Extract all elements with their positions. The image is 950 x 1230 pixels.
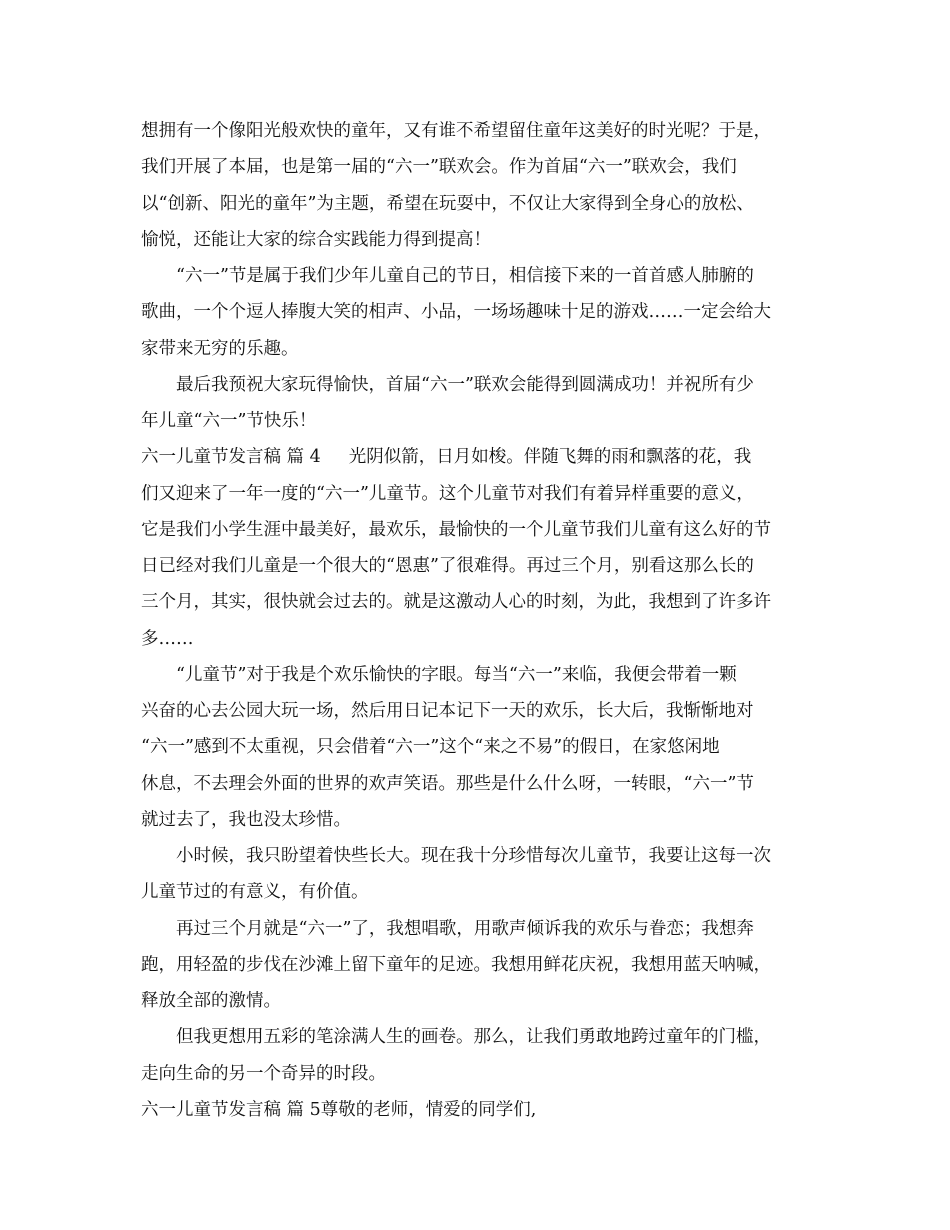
text-line: 歌曲，一个个逗人捧腹大笑的相声、小品，一场场趣味十足的游戏……一定会给大	[141, 302, 771, 323]
text-line: 光阴似箭，日月如梭。伴随飞舞的雨和飘落的花，我	[348, 447, 752, 468]
text-line: 兴奋的心去公园大玩一场，然后用日记本记下一天的欢乐，长大后，我惭惭地对	[141, 701, 754, 721]
text-line: 小时候，我只盼望着快些长大。现在我十分珍惜每次儿童节，我要让这每一次	[176, 846, 771, 866]
text-line: 三个月，其实，很快就会过去的。就是这激动人心的时刻，为此，我想到了许多许	[141, 592, 771, 613]
text-line: 以“创新、阳光的童年”为主题，希望在玩耍中，不仅让大家得到全身心的放松、	[141, 193, 754, 214]
text-line: 最后我预祝大家玩得愉快，首届“六一”联欢会能得到圆满成功！并祝所有少	[176, 374, 754, 395]
text-line: 想拥有一个像阳光般欢快的童年，又有谁不希望留住童年这美好的时光呢？于是，	[141, 121, 771, 141]
section-heading-line	[141, 439, 809, 475]
text-line: 尊敬的老师，情爱的同学们,	[320, 1099, 537, 1120]
section-heading-5: 六一儿童节发言稿 篇 5	[141, 1099, 321, 1120]
section-heading-4: 六一儿童节发言稿 篇 4	[141, 447, 321, 468]
text-line: “儿童节”对于我是个欢乐愉快的字眼。每当“六一”来临，我便会带着一颗	[176, 664, 737, 685]
text-line: 家带来无穷的乐趣。	[141, 338, 299, 359]
text-line: “六一”感到不太重视，只会借着“六一”这个“来之不易”的假日，在家悠闲地	[141, 737, 720, 758]
text-line: 休息，不去理会外面的世界的欢声笑语。那些是什么什么呀，一转眼，“六一”节	[141, 773, 754, 794]
text-line: 它是我们小学生涯中最美好，最欢乐，最愉快的一个儿童节我们儿童有这么好的节	[141, 519, 771, 540]
section-heading-line	[141, 1092, 809, 1128]
text-line: 走向生命的另一个奇异的时段。	[141, 1063, 386, 1084]
text-line: 儿童节过的有意义，有价值。	[141, 882, 369, 903]
text-line: 年儿童“六一”节快乐！	[141, 411, 317, 431]
text-line: 就过去了，我也没太珍惜。	[141, 809, 351, 830]
text-line: 我们开展了本届，也是第一届的“六一”联欢会。作为首届“六一”联欢会，我们	[141, 157, 737, 178]
text-line: 多……	[141, 628, 194, 649]
text-line: 跑，用轻盈的步伐在沙滩上留下童年的足迹。我想用鲜花庆祝，我想用蓝天呐喊，	[141, 954, 771, 975]
text-line: 日已经对我们儿童是一个很大的“恩惠”了很难得。再过三个月，别看这那么长的	[141, 556, 754, 576]
document-page	[141, 113, 809, 1128]
text-line: 愉悦，还能让大家的综合实践能力得到提高！	[141, 229, 491, 250]
text-line: 但我更想用五彩的笔涂满人生的画卷。那么，让我们勇敢地跨过童年的门槛，	[176, 1027, 771, 1048]
text-line: 再过三个月就是“六一”了，我想唱歌，用歌声倾诉我的欢乐与眷恋；我想奔	[176, 918, 754, 939]
text-line: 们又迎来了一年一度的“六一”儿童节。这个儿童节对我们有着异样重要的意义，	[141, 483, 754, 504]
text-line: “六一”节是属于我们少年儿童自己的节日，相信接下来的一首首感人肺腑的	[176, 266, 754, 286]
text-line: 释放全部的激情。	[141, 991, 281, 1011]
